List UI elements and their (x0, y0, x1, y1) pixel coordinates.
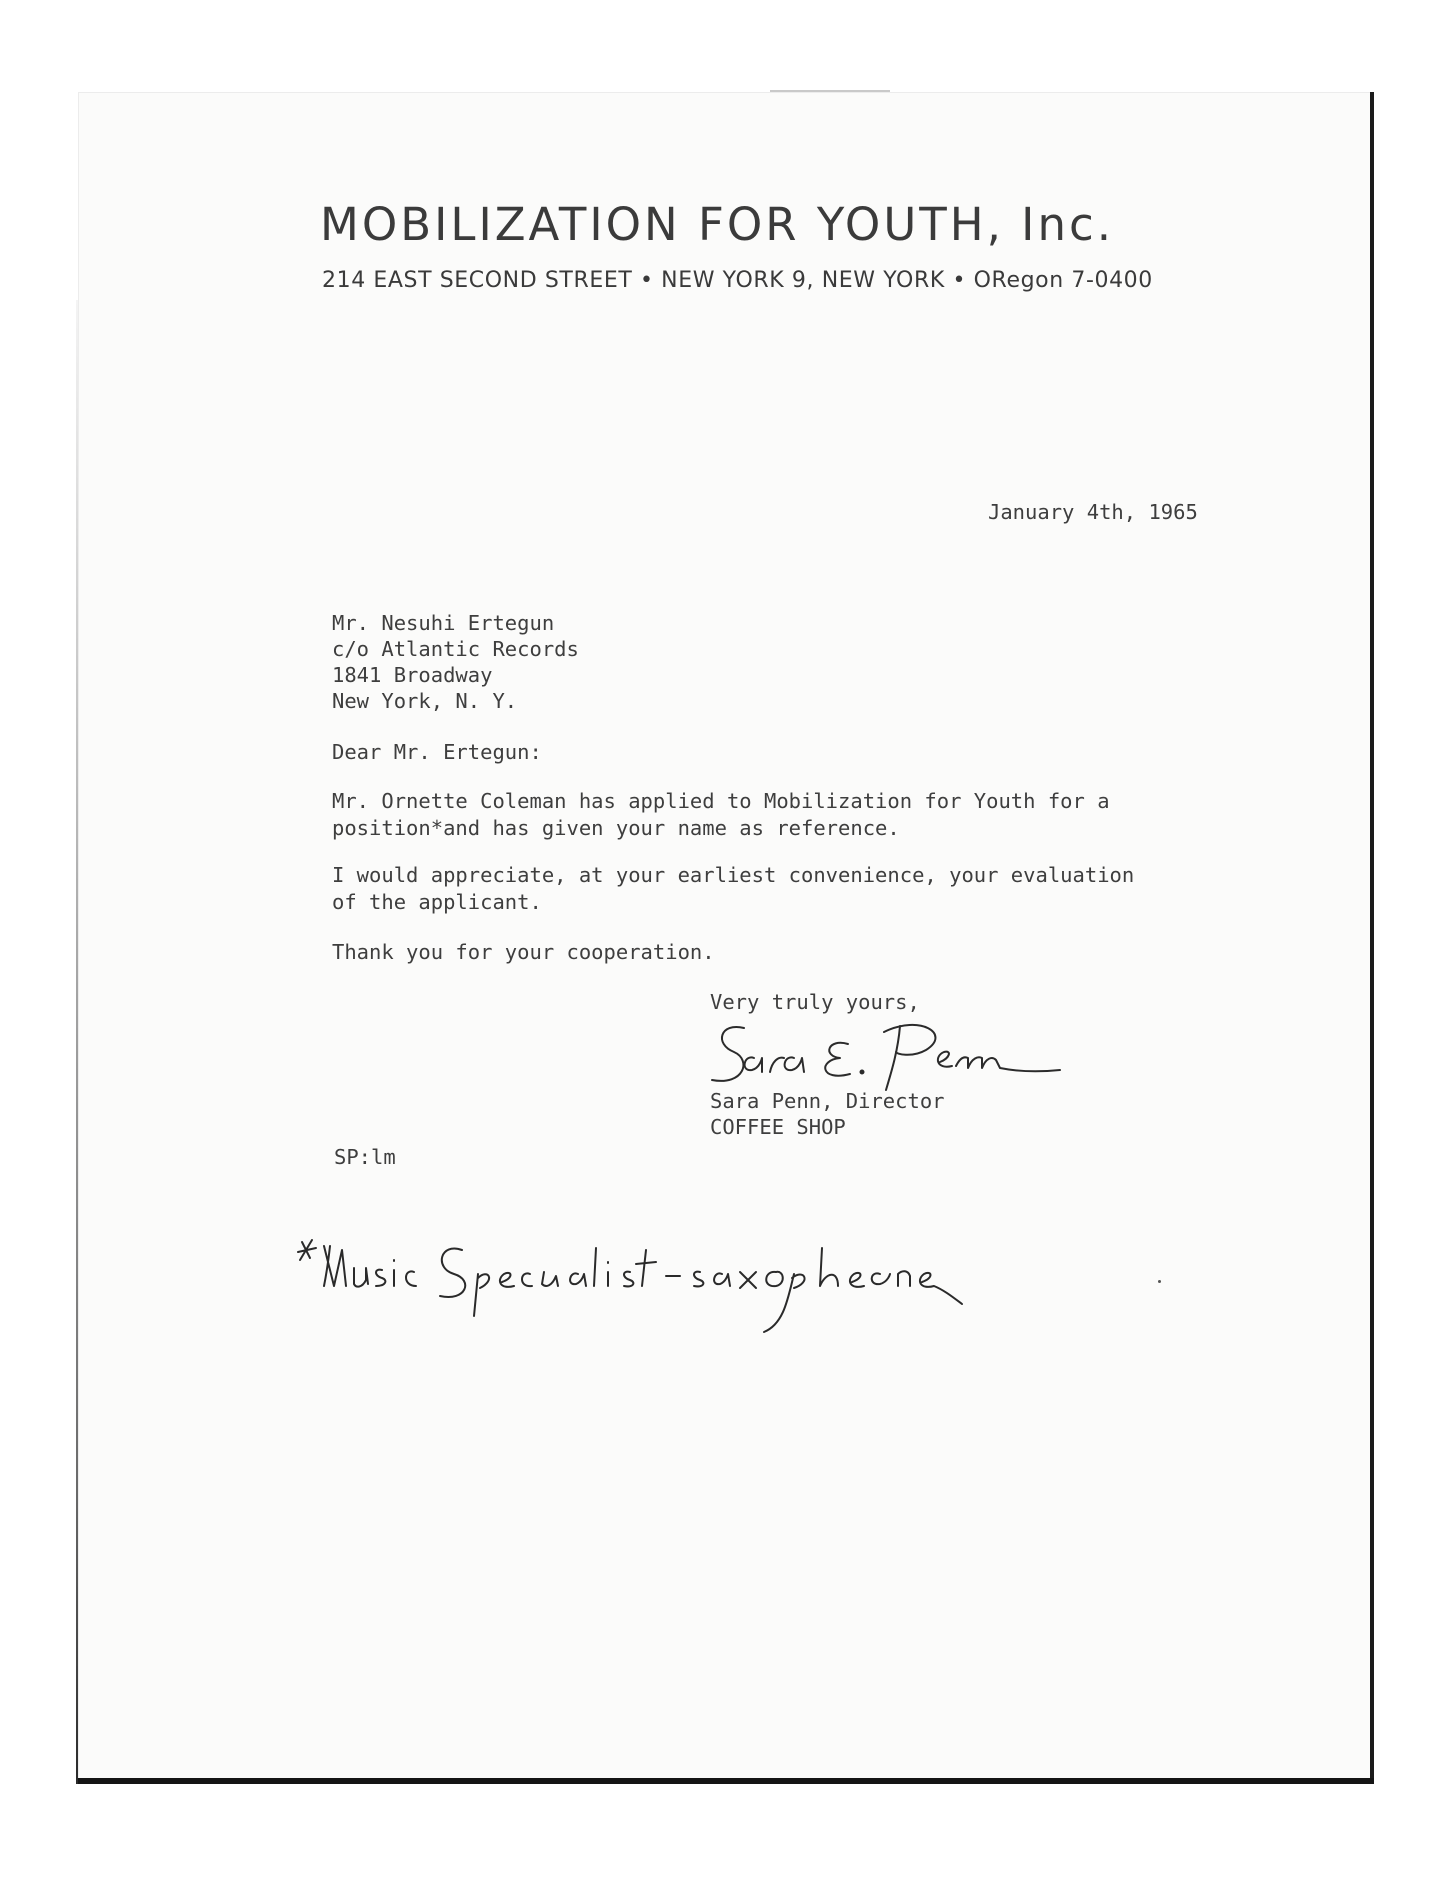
paper-speck (1158, 1280, 1161, 1283)
paper-top-mark (770, 90, 890, 92)
recipient-name: Mr. Nesuhi Ertegun (332, 611, 555, 635)
body-paragraph-1-line-2: position*and has given your name as reference. (332, 816, 900, 840)
handwritten-note (290, 1228, 970, 1348)
signer-block (710, 1088, 945, 1140)
reference-initials: SP:lm (334, 1145, 396, 1169)
body-paragraph-3: Thank you for your cooperation. (332, 940, 715, 964)
salutation: Dear Mr. Ertegun: (332, 740, 542, 764)
letter-date: January 4th, 1965 (988, 500, 1198, 524)
signer-department: COFFEE SHOP (710, 1115, 846, 1139)
body-paragraph-1 (332, 788, 1110, 842)
complimentary-closing: Very truly yours, (710, 990, 920, 1014)
paper-right-edge (1370, 92, 1374, 1784)
letter-page (78, 92, 1372, 1782)
body-paragraph-2-line-1: I would appreciate, at your earliest convenience, your evaluation (332, 863, 1135, 887)
body-paragraph-1-line-1: Mr. Ornette Coleman has applied to Mobilization for Youth for a (332, 789, 1110, 813)
letterhead-address: 214 EAST SECOND STREET • NEW YORK 9, NEW YORK • ORegon 7-0400 (322, 268, 1153, 293)
paper-bottom-edge (78, 1778, 1374, 1784)
letterhead-organization: MOBILIZATION FOR YOUTH, Inc. (320, 198, 1115, 251)
recipient-street: 1841 Broadway (332, 663, 493, 687)
body-paragraph-2 (332, 862, 1134, 916)
signer-name-title: Sara Penn, Director (710, 1089, 945, 1113)
recipient-city: New York, N. Y. (332, 689, 518, 713)
recipient-address (332, 610, 579, 714)
recipient-care-of: c/o Atlantic Records (332, 637, 579, 661)
body-paragraph-2-line-2: of the applicant. (332, 890, 542, 914)
